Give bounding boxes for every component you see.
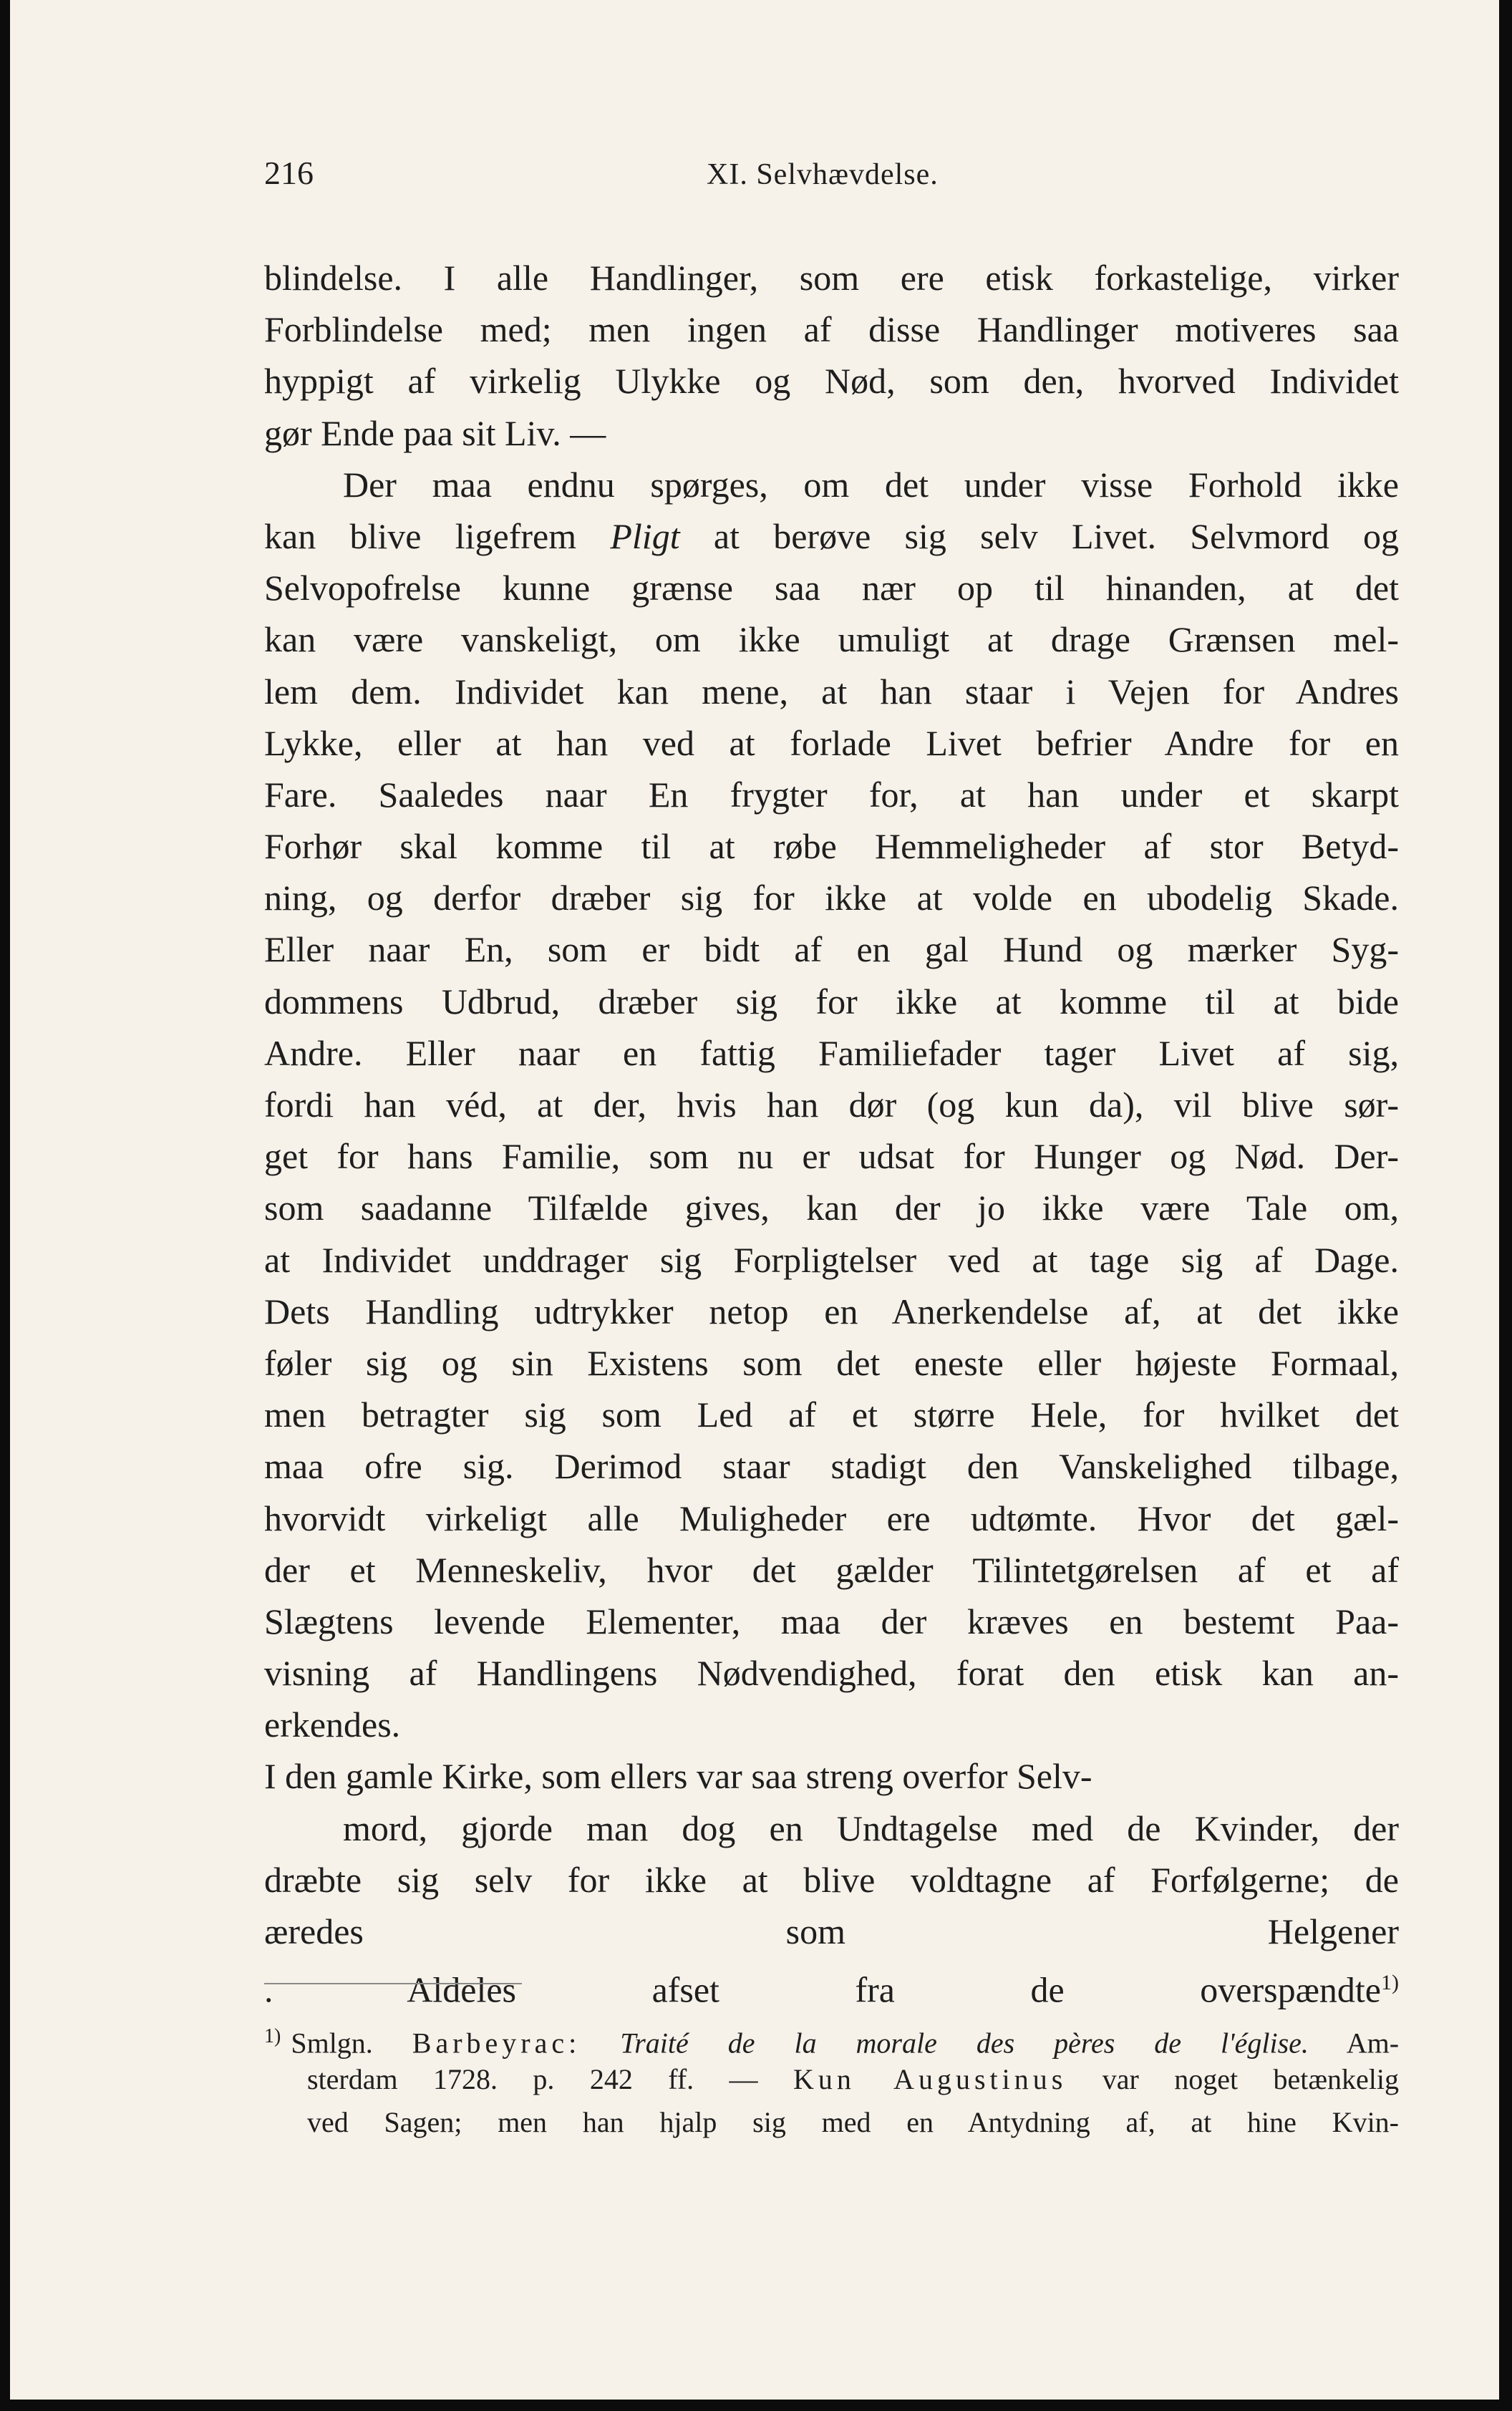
text-line: Andre. Eller naar en fattig Familiefader tager Livet af sig, [264, 1032, 1399, 1073]
text-segment: at berøve sig selv Livet. Selvmord og [713, 515, 1400, 556]
footnote-name: Kun Augustinus [793, 2063, 1067, 2095]
text-line: Forblindelse med; men ingen af disse Handlinger motiveres saa [264, 309, 1399, 350]
text-line: Fare. Saaledes naar En frygter for, at han under et skarpt [264, 774, 1399, 815]
text-line: hvorvidt virkeligt alle Muligheder ere udtømte. Hvor det gæl- [264, 1498, 1399, 1538]
italic-word: Pligt [610, 515, 680, 556]
text-segment: var noget betænkelig [1102, 2063, 1399, 2095]
body-text [264, 252, 1399, 2009]
footnote-title: Traité de la morale des pères de l'église. [620, 2027, 1309, 2060]
text-line: Eller naar En, som er bidt af en gal Hund og mærker Syg- [264, 929, 1399, 970]
footnote-marker: 1) [264, 2025, 281, 2047]
text-segment: kan blive ligefrem [264, 515, 577, 556]
text-line: kan være vanskeligt, om ikke umuligt at drage Grænsen mel- [264, 619, 1399, 660]
text-segment: Smlgn. [291, 2027, 373, 2060]
text-line: føler sig og sin Existens som det eneste eller højeste Formaal, [264, 1342, 1399, 1383]
text-line: Lykke, eller at han ved at forlade Livet befrier Andre for en [264, 722, 1399, 763]
text-line: som saadanne Tilfælde gives, kan der jo ikke være Tale om, [264, 1188, 1399, 1228]
footnote-line [264, 2058, 1399, 2101]
text-line: erkendes. [264, 1704, 401, 1745]
running-title: XI. Selvhævdelse. [707, 158, 939, 191]
text-line: Slægtens levende Elementer, maa der kræves en bestemt Paa- [264, 1601, 1399, 1641]
text-line: der et Menneskeliv, hvor det gælder Tilintetgørelsen af et af [264, 1549, 1399, 1590]
footnote-reference: 1) [1381, 1971, 1399, 1995]
text-line: hyppigt af virkelig Ulykke og Nød, som den, hvorved Individet [264, 361, 1399, 402]
text-line: gør Ende paa sit Liv. — [264, 412, 606, 453]
text-line: Dets Handling udtrykker netop en Anerkendelse af, at det ikke [264, 1291, 1399, 1331]
footnote-divider [264, 1983, 522, 1984]
text-line: at Individet unddrager sig Forpligtelser ved at tage sig af Dage. [264, 1239, 1399, 1280]
text-line: fordi han véd, at der, hvis han dør (og kun da), vil blive sør- [264, 1085, 1399, 1125]
page-header [264, 154, 1410, 204]
book-page [10, 0, 1499, 2400]
text-line: mord, gjorde man dog en Undtagelse med de Kvinder, der [343, 1808, 1399, 1848]
footnote-author: Barbeyrac: [412, 2027, 581, 2060]
text-line: dommens Udbrud, dræber sig for ikke at komme til at bide [264, 981, 1399, 1022]
text-segment: . Aldeles afset fra de overspændte [264, 1969, 1381, 2010]
footnote-line [264, 2015, 1399, 2058]
text-line: men betragter sig som Led af et større Hele, for hvilket det [264, 1394, 1399, 1435]
text-line: Selvopofrelse kunne grænse saa nær op til hinanden, at det [264, 568, 1399, 608]
text-line: visning af Handlingens Nødvendighed, forat den etisk kan an- [264, 1653, 1399, 1694]
text-line: Der maa endnu spørges, om det under visse Forhold ikke [343, 464, 1399, 505]
footnotes [264, 2015, 1399, 2144]
text-segment: Am- [1346, 2027, 1400, 2060]
text-line: Forhør skal komme til at røbe Hemmeligheder af stor Betyd- [264, 826, 1399, 867]
text-line: I den gamle Kirke, som ellers var saa streng overfor Selv- [264, 1756, 1092, 1797]
text-line: maa ofre sig. Derimod staar stadigt den Vanskelighed tilbage, [264, 1446, 1399, 1487]
text-line: blindelse. I alle Handlinger, som ere etisk forkastelige, virker [264, 258, 1399, 298]
text-line: get for hans Familie, som nu er udsat for Hunger og Nød. Der- [264, 1136, 1399, 1177]
footnote-line: ved Sagen; men han hjalp sig med en Antydning af, at hine Kvin- [307, 2106, 1399, 2138]
text-line [264, 510, 1399, 562]
text-line: æredes som Helgener [264, 1911, 1399, 1951]
text-line: dræbte sig selv for ikke at blive voldtagne af Forfølgerne; de [264, 1859, 1399, 1900]
text-segment: sterdam 1728. p. 242 ff. — [307, 2063, 758, 2095]
text-line: lem dem. Individet kan mene, at han staar i Vejen for Andres [264, 671, 1399, 712]
page-number: 216 [264, 155, 314, 191]
text-line: ning, og derfor dræber sig for ikke at volde en ubodelig Skade. [264, 878, 1399, 918]
